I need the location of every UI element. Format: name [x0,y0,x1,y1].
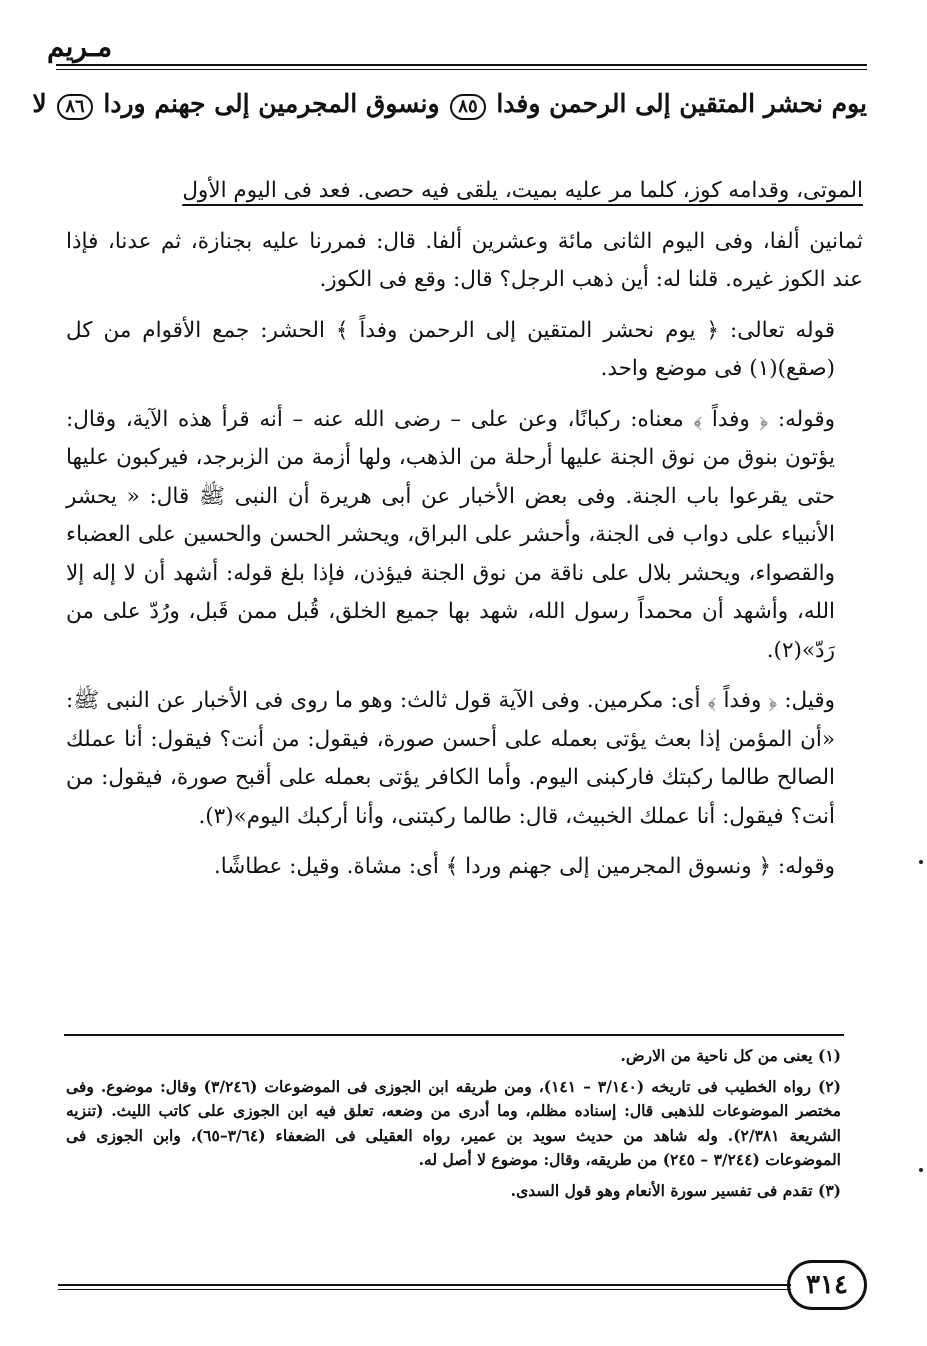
verse-text-2: ونسوق المجرمين إلى جهنم وردا [103,89,440,118]
scan-mark [919,1168,923,1172]
paragraph: الموتى، وقدامه كوز، كلما مر عليه بميت، يلقى فيه حصى. فعد فى اليوم الأول [182,178,863,203]
footer-rule-bottom [58,1289,791,1290]
header-rule-top [56,64,867,66]
paragraph: قوله تعالى: ﴿ يوم نحشر المتقين إلى الرحمن وفداً ﴾ الحشر: جمع الأقوام من كل (صقع)(١) فى موضع واحد. [66,317,835,381]
ayah-number-marker: ٨٥ [450,94,485,120]
commentary-body [66,172,863,899]
paragraph: ثمانين ألفا، وفى اليوم الثانى مائة وعشرين ألفا. قال: فمررنا عليه بجنازة، ثم عدنا، فإذا عند الكوز غيره. قلنا له: أين ذهب الرجل؟ قال: وقع فى الكوز. [66,228,863,292]
footnote-2: (٢) رواه الخطيب فى تاريخه (٣/١٤٠ – ١٤١)، ومن طريقه ابن الجوزى فى الموضوعات (٣/٢٤٦) وقال: موضوع. وفى مختصر الموضوعات للذهبى قال: إسناده مظلم، وما أدرى من وضعه، تعلق فيه ابن الجوزى على كاتب الليث. (تنزيه الشريعة ٢/٣٨١). وله شاهد من حديث سويد بن عمير، رواه العقيلى فى الضعفاء (٣/٦٤–٦٥)، وابن الجوزى فى الموضوعات (٣/٢٤٤ – ٢٤٥) من طريقه، وقال: موضوع لا أصل له. [66,1076,841,1169]
page-number: ٣١٤ [787,1260,867,1310]
footnote-3: (٣) تقدم فى تفسير سورة الأنعام وهو قول السدى. [510,1180,841,1200]
paragraph: وقوله: ﴿ ونسوق المجرمين إلى جهنم وردا ﴾ أى: مشاة. وقيل: عطاشًا. [213,854,835,879]
ayah-number-marker: ٨٦ [57,94,92,120]
header-rule-bottom [56,69,867,70]
footnote-1: (١) يعنى من كل ناحية من الارض. [620,1046,841,1065]
verse-text-3: لا [32,89,47,118]
surah-header-title: مـريم [47,30,113,63]
footer-rule-top [58,1284,791,1286]
scan-mark [919,860,923,864]
footnote-separator [64,1034,844,1036]
verse-text-1: يوم نحشر المتقين إلى الرحمن وفدا [496,89,867,118]
footnotes [66,1044,841,1209]
paragraph: وقوله: ﴿ وفداً ﴾ معناه: ركبانًا، وعن على – رضى الله عنه – أنه قرأ هذه الآية، وقال: يؤتون بنوق من نوق الجنة عليها أرحلة من الذهب، ولها أزمة من الزبرجد، فيركبون عليها حتى يقرعوا باب الجنة. وفى بعض الأخبار عن أبى هريرة أن النبى ﷺ قال: « يحشر الأنبياء على دواب فى الجنة، وأحشر على البراق، ويحشر الحسن والحسين على العضباء والقصواء، ويحشر بلال على ناقة من نوق الجنة فيؤذن، فإذا بلغ قوله: أشهد أن لا إله إلا الله، وأشهد أن محمداً رسول الله، شهد بها جميع الخلق، قُبل ممن قَبل، ورُدّ على من رَدّ»(٢). [66,406,835,663]
quran-verse-line [32,80,867,128]
paragraph: وقيل: ﴿ وفداً ﴾ أى: مكرمين. وفى الآية قول ثالث: وهو ما روى فى الأخبار عن النبى ﷺ: «أن المؤمن إذا بعث يؤتى بعمله على أحسن صورة، فيقول: من أنت؟ فيقول: أنا عملك الصالح طالما ركبتك فاركبنى اليوم. وأما الكافر يؤتى بعمله على أقبح صورة، فيقول: من أنت؟ فيقول: أنا عملك الخبيث، قال: طالما ركبتنى، وأنا أركبك اليوم»(٣). [66,688,835,829]
